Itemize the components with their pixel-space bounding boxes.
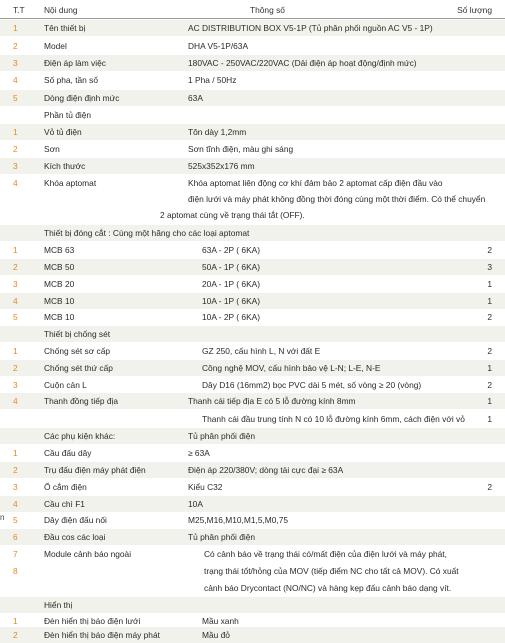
row-spec: Sơn tĩnh điện, màu ghi sáng — [188, 144, 294, 154]
row-tt: 5 — [13, 312, 18, 322]
table-row — [0, 20, 505, 36]
row-tt-extra: 8 — [13, 566, 18, 576]
row-spec: 10A — [188, 499, 203, 509]
clipped-text-fragment: n — [0, 513, 5, 522]
row-spec: Thanh cái tiếp địa E có 5 lỗ đường kính 8mm — [188, 396, 356, 406]
row-name: Tên thiết bị — [44, 23, 86, 33]
section-heading — [0, 107, 505, 123]
row-name: Cầu chì F1 — [44, 499, 85, 509]
table-row — [0, 512, 505, 528]
row-qty: 1 — [487, 296, 492, 306]
row-spec: Điện áp 220/380V; dòng tải cực đại ≥ 63A — [188, 465, 344, 475]
row-spec: 10A - 1P ( 6KA) — [202, 296, 261, 306]
table-row — [0, 158, 505, 174]
row-spec: 63A - 2P ( 6KA) — [202, 245, 261, 255]
row-name: MCB 20 — [44, 279, 75, 289]
table-row — [0, 343, 505, 359]
row-qty: 2 — [487, 380, 492, 390]
table-row — [0, 411, 505, 427]
row-spec: 10A - 2P ( 6KA) — [202, 312, 261, 322]
row-spec: Kiểu C32 — [188, 482, 223, 492]
table-row — [0, 546, 505, 562]
row-tt: 4 — [13, 75, 18, 85]
row-name: Ổ cắm điện — [44, 482, 87, 492]
row-tt: 1 — [13, 616, 18, 626]
row-tt: 5 — [13, 515, 18, 525]
row-name: Module cảnh báo ngoài — [44, 549, 132, 559]
row-name: MCB 10 — [44, 312, 75, 322]
row-qty: 2 — [487, 482, 492, 492]
row-qty: 1 — [487, 396, 492, 406]
row-tt: 2 — [13, 262, 18, 272]
row-spec-line: cảnh báo Drycontact (NO/NC) và hàng kẹp đấu cảnh báo dạng vít. — [204, 583, 452, 593]
row-tt: 4 — [13, 296, 18, 306]
row-name: Thanh đồng tiếp địa — [44, 396, 119, 406]
row-qty: 2 — [487, 312, 492, 322]
row-spec: Tôn dày 1,2mm — [188, 127, 247, 137]
section-title: Thiết bị đóng cắt : Cùng một hãng cho các loại aptomat — [44, 228, 250, 238]
table-row-continued — [0, 580, 505, 596]
section-heading — [0, 597, 505, 613]
row-spec-line: 2 aptomat cùng về trạng thái tắt (OFF). — [160, 210, 305, 220]
header-divider — [0, 18, 505, 19]
row-spec: Tủ phân phối điện — [188, 532, 256, 542]
row-name: Chống sét sơ cấp — [44, 346, 111, 356]
row-name: Đầu cos các loại — [44, 532, 106, 542]
table-row — [0, 627, 505, 643]
table-row — [0, 309, 505, 325]
row-tt: 1 — [13, 23, 18, 33]
section-title: Hiển thị — [44, 600, 73, 610]
table-row — [0, 55, 505, 71]
table-row — [0, 141, 505, 157]
section-title: Các phụ kiện khác: — [44, 431, 116, 441]
section-title: Thiết bị chống sét — [44, 329, 111, 339]
header-tt: T.T — [13, 5, 25, 15]
row-tt: 1 — [13, 245, 18, 255]
row-spec: Dây D16 (16mm2) bọc PVC dài 5 mét, số vòng ≥ 20 (vòng) — [202, 380, 422, 390]
table-row — [0, 529, 505, 545]
row-spec: AC DISTRIBUTION BOX V5-1P (Tủ phân phối nguồn AC V5 - 1P) — [188, 23, 433, 33]
row-name: Số pha, tần số — [44, 75, 99, 85]
row-spec-line: Khóa aptomat liên động cơ khí đảm bảo 2 aptomat cấp điện đầu vào — [188, 178, 443, 188]
row-qty: 2 — [487, 245, 492, 255]
row-name: Model — [44, 41, 67, 51]
row-qty: 1 — [487, 414, 492, 424]
row-name: MCB 63 — [44, 245, 75, 255]
row-tt: 1 — [13, 346, 18, 356]
section-title: Phần tủ điện — [44, 110, 92, 120]
row-spec: DHA V5-1P/63A — [188, 41, 249, 51]
row-name: Kích thước — [44, 161, 86, 171]
row-name: Đèn hiển thị báo điện máy phát — [44, 630, 160, 640]
row-spec: 1 Pha / 50Hz — [188, 75, 237, 85]
row-spec: Mầu xanh — [202, 616, 239, 626]
table-row — [0, 293, 505, 309]
row-name: Điện áp làm việc — [44, 58, 106, 68]
row-qty: 3 — [487, 262, 492, 272]
table-row — [0, 496, 505, 512]
row-spec: GZ 250, cấu hình L, N với đất E — [202, 346, 321, 356]
table-row — [0, 38, 505, 54]
row-name: MCB 50 — [44, 262, 75, 272]
row-spec: 20A - 1P ( 6KA) — [202, 279, 261, 289]
row-spec: 50A - 1P ( 6KA) — [202, 262, 261, 272]
row-tt: 3 — [13, 161, 18, 171]
table-row — [0, 72, 505, 88]
row-name: Cầu đấu dây — [44, 448, 92, 458]
table-row — [0, 360, 505, 376]
row-tt: 3 — [13, 380, 18, 390]
row-tt: 4 — [13, 499, 18, 509]
table-row — [0, 479, 505, 495]
row-tt: 3 — [13, 279, 18, 289]
row-name: Vỏ tủ điện — [44, 127, 82, 137]
section-spec: Tủ phân phối điện — [188, 431, 256, 441]
row-tt: 5 — [13, 93, 18, 103]
row-spec: Thanh cái đầu trung tính N có 10 lỗ đường kính 6mm, cách điện với vỏ — [202, 414, 465, 424]
row-spec: Công nghệ MOV, cấu hình bảo vệ L-N; L-E, N-E — [202, 363, 381, 373]
row-tt: 1 — [13, 127, 18, 137]
table-row — [0, 462, 505, 478]
section-heading — [0, 428, 505, 444]
table-row — [0, 175, 505, 191]
table-row — [0, 393, 505, 409]
row-spec-line: điện lưới và máy phát không đồng thời đóng cùng một thời điểm. Có thể chuyển — [188, 194, 486, 204]
row-name: Đèn hiển thị báo điện lưới — [44, 616, 141, 626]
table-row — [0, 124, 505, 140]
row-name: Dây điện đấu nối — [44, 515, 107, 525]
row-qty: 1 — [487, 279, 492, 289]
row-name: MCB 10 — [44, 296, 75, 306]
header-spec: Thông số — [250, 5, 285, 15]
row-qty: 2 — [487, 346, 492, 356]
row-spec: 525x352x176 mm — [188, 161, 255, 171]
row-spec-line: Có cảnh báo về trạng thái có/mất điện của điện lưới và máy phát, — [204, 549, 447, 559]
header-name: Nội dung — [44, 5, 78, 15]
row-tt: 2 — [13, 41, 18, 51]
table-row — [0, 242, 505, 258]
section-heading — [0, 225, 505, 241]
row-spec: 180VAC - 250VAC/220VAC (Dải điện áp hoạt động/định mức) — [188, 58, 417, 68]
table-header — [0, 2, 505, 18]
row-qty: 1 — [487, 363, 492, 373]
row-spec: ≥ 63A — [188, 448, 210, 458]
row-tt: 2 — [13, 630, 18, 640]
row-name: Chống sét thứ cấp — [44, 363, 113, 373]
row-tt: 2 — [13, 465, 18, 475]
table-row — [0, 259, 505, 275]
row-tt: 2 — [13, 363, 18, 373]
row-spec: 63A — [188, 93, 203, 103]
row-spec-line: trạng thái tốt/hỏng của MOV (tiếp điểm NC cho tất cả MOV). Có xuất — [204, 566, 459, 576]
section-heading — [0, 326, 505, 342]
row-tt: 1 — [13, 448, 18, 458]
table-row — [0, 90, 505, 106]
row-spec: Mầu đỏ — [202, 630, 230, 640]
table-row-continued — [0, 563, 505, 579]
table-row-continued — [0, 191, 505, 207]
row-spec: M25,M16,M10,M1,5,M0,75 — [188, 515, 289, 525]
row-name: Khóa aptomat — [44, 178, 97, 188]
row-tt: 7 — [13, 549, 18, 559]
row-name: Dòng điện định mức — [44, 93, 120, 103]
table-row — [0, 276, 505, 292]
table-row — [0, 377, 505, 393]
row-tt: 6 — [13, 532, 18, 542]
header-qty: Số lượng — [457, 5, 492, 15]
row-tt: 4 — [13, 178, 18, 188]
row-tt: 2 — [13, 144, 18, 154]
table-row-continued — [0, 207, 505, 223]
row-tt: 4 — [13, 396, 18, 406]
table-row — [0, 445, 505, 461]
row-tt: 3 — [13, 58, 18, 68]
row-name: Sơn — [44, 144, 60, 154]
row-name: Cuộn cản L — [44, 380, 87, 390]
row-name: Trụ đấu điện máy phát điện — [44, 465, 146, 475]
row-tt: 3 — [13, 482, 18, 492]
